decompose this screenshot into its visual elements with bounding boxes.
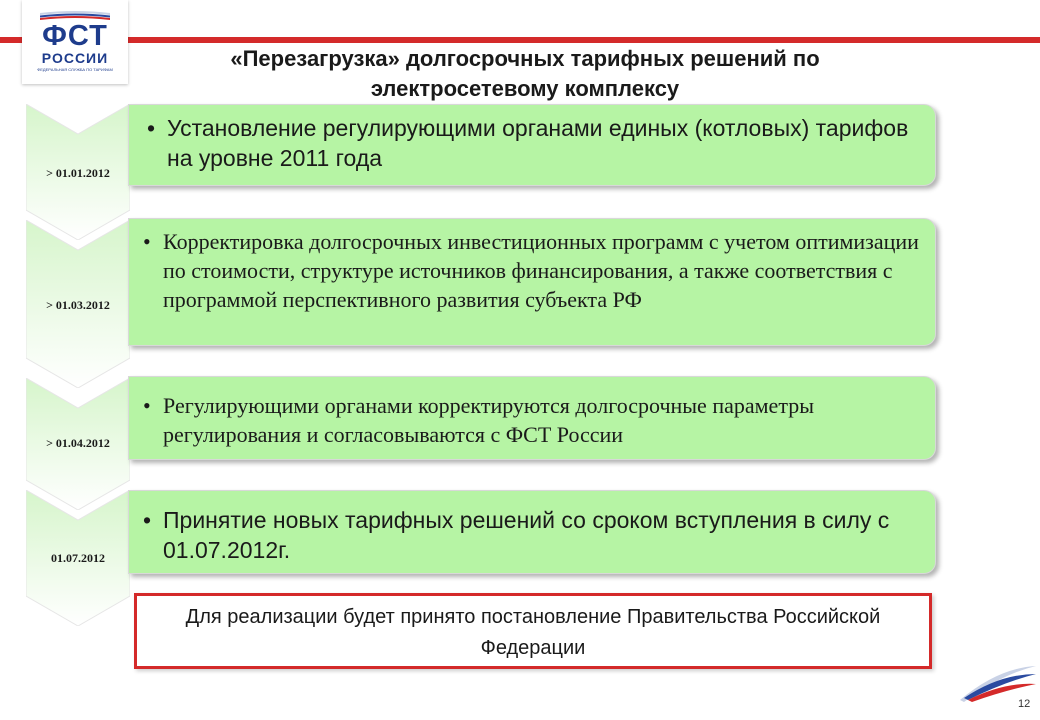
step-bullet-text: • Установление регулирующими органами единых (котловых) тарифов на уровне 2011 года [147,115,909,171]
timeline-date-label: 01.07.2012 [51,551,105,565]
logo-main-text: ФСТ [42,20,108,52]
timeline-date-label: > 01.01.2012 [46,166,110,180]
timeline-date-label: > 01.04.2012 [46,436,110,450]
implementation-note: Для реализации будет принято постановление Правительства Российской Федерации [134,593,932,669]
bullet-dot-icon: • [143,393,151,418]
page-number: 12 [1018,698,1031,710]
bullet-dot-icon: • [147,115,156,141]
slide-title: «Перезагрузка» долгосрочных тарифных решений по электросетевому комплексу [230,46,820,101]
fst-logo [22,0,128,84]
step-box-4 [128,490,936,574]
timeline-chevron-2 [26,220,130,388]
step-bullet-text: • Принятие новых тарифных решений со сроком вступления в силу с 01.07.2012г. [143,507,890,563]
logo-sub-text: РОССИИ [41,50,109,66]
step-box-1 [128,104,936,186]
step-bullet-text: • Регулирующими органами корректируются долгосрочные параметры регулирования и согласовываются с ФСТ России [143,393,814,447]
step-bullet-text: • Корректировка долгосрочных инвестиционных программ с учетом оптимизации по стоимости, структуре источников финансирования, а также соответствия с программой перспективного развития субъекта РФ [143,229,919,312]
timeline-date-label: > 01.03.2012 [46,298,110,312]
bullet-dot-icon: • [143,229,151,254]
logo-tiny-text: ФЕДЕРАЛЬНАЯ СЛУЖБА ПО ТАРИФАМ [37,67,113,72]
step-box-2 [128,218,936,346]
step-box-3 [128,376,936,460]
header-red-bar [0,37,1040,43]
timeline-chevron-4 [26,490,130,626]
bullet-dot-icon: • [143,507,152,533]
